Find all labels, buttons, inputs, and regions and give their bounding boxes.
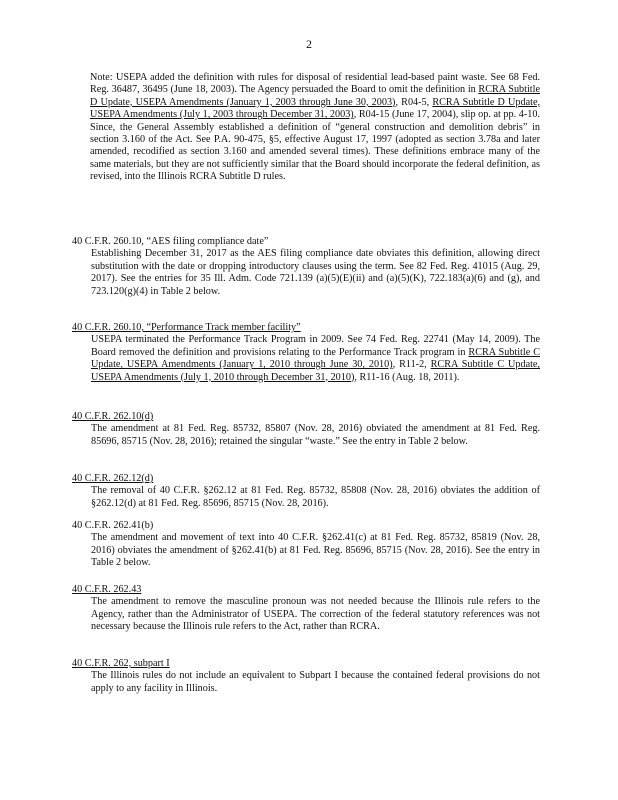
entry-citation-r11-16: RCRA Subtitle C Update, USEPA Amendments (July 1, 2010 through December 31, 2010) [91,359,540,383]
entry-body [91,334,540,384]
entry-262-12-d [72,473,540,510]
note-citation-r04-5: RCRA Subtitle D Update, USEPA Amendments (January 1, 2003 through June 30, 2003) [90,84,540,108]
entry-heading: 40 C.F.R. 262.10(d) [72,411,154,422]
entry-heading: 40 C.F.R. 262.43 [72,584,142,595]
entry-text: The Illinois rules do not include an equivalent to Subpart I because the contained federal provisions do not apply to any facility in Illinois. [91,670,540,694]
note-text-1: Note: USEPA added the definition with rules for disposal of residential lead-based paint waste. See 68 Fed. Reg. 36487, 36495 (June 18, 2003). The Agency persuaded the Board to omit the definition in [90,72,540,96]
entry-text: USEPA terminated the Performance Track Program in 2009. See 74 Fed. Reg. 22741 (May 14, 2009). The Board removed the definition and provisions relating to the Performance Track program in [91,334,540,358]
entry-heading: 40 C.F.R. 260.10, “AES filing compliance date” [72,236,269,247]
entry-heading: 40 C.F.R. 260.10, “Performance Track member facility” [72,322,301,333]
entry-262-10-d [72,411,540,448]
entry-body [91,596,540,633]
entry-text: The amendment and movement of text into 40 C.F.R. §262.41(c) at 81 Fed. Reg. 85732, 85819 (Nov. 28, 2016) obviates the amendment of §262.41(b) at 81 Fed. Reg. 85696, 85715 (Nov. 28, 2016). See the entry in Table 2 below. [91,532,540,569]
entry-body [91,532,540,569]
entry-body [91,248,540,298]
entry-262-subpart-i [72,658,540,695]
entry-262-43 [72,584,540,634]
note-paragraph [90,72,540,184]
entry-text: , R11-2, [392,359,431,371]
entry-body [91,423,540,448]
note-text-3: , R04-15 (June 17, 2004), slip op. at pp. 4-10. Since, the General Assembly established a definition of “general construction and demolition debris” in section 3.160 of the Act. See P.A. 90-475, §5, effective August 17, 1997 (adopted as section 3.78a and later amended, recodified as section 3.160 and amended several times). These definitions embrace many of the same materials, but they are not sufficiently similar that the Board should incorporate the federal definition, as revised, into the Illinois RCRA Subtitle D rules. [90,109,540,183]
entry-citation-r11-2: RCRA Subtitle C Update, USEPA Amendments (January 1, 2010 through June 30, 2010) [91,346,540,371]
note-text [90,72,540,184]
entry-heading: 40 C.F.R. 262, subpart I [72,658,170,669]
entry-text: The amendment to remove the masculine pronoun was not needed because the Illinois rule refers to the Agency, rather than the Administrator of USEPA. The correction of the federal statutory references was not necessary because the Illinois rule refers to the Act, rather than RCRA. [91,596,540,633]
entry-heading: 40 C.F.R. 262.12(d) [72,473,154,484]
entry-aes-filing-compliance-date [72,236,540,298]
entry-performance-track-member-facility [72,322,540,384]
entry-body [91,670,540,695]
note-text-2: , R04-5, [395,96,433,108]
entry-text: , R11-16 (Aug. 18, 2011). [354,371,460,383]
entry-text: Establishing December 31, 2017 as the AES filing compliance date obviates this definition, allowing direct substitution with the date or dropping introductory clauses using the term. See 82 Fed. Reg. 41015 (Aug. 29, 2017). See the entries for 35 Ill. Adm. Code 721.139 (a)(5)(E)(ii) and (a)(5)(K), 722.183(a)(6) and (g), and 723.120(g)(4) in Table 2 below. [91,248,540,297]
page-number: 2 [306,37,312,51]
entry-text: The amendment at 81 Fed. Reg. 85732, 85807 (Nov. 28, 2016) obviated the amendment at 81 Fed. Reg. 85696, 85715 (Nov. 28, 2016); retained the singular “waste.” See the entry in Table 2 below. [91,423,540,447]
note-citation-r04-15: RCRA Subtitle D Update, USEPA Amendments (July 1, 2003 through December 31, 2003) [90,96,541,121]
entry-body [91,485,540,510]
entry-text: The removal of 40 C.F.R. §262.12 at 81 Fed. Reg. 85732, 85808 (Nov. 28, 2016) obviates the addition of §262.12(d) at 81 Fed. Reg. 85696, 85715 (Nov. 28, 2016). [91,485,540,509]
entry-heading: 40 C.F.R. 262.41(b) [72,520,154,531]
entry-262-41-b [72,520,540,570]
